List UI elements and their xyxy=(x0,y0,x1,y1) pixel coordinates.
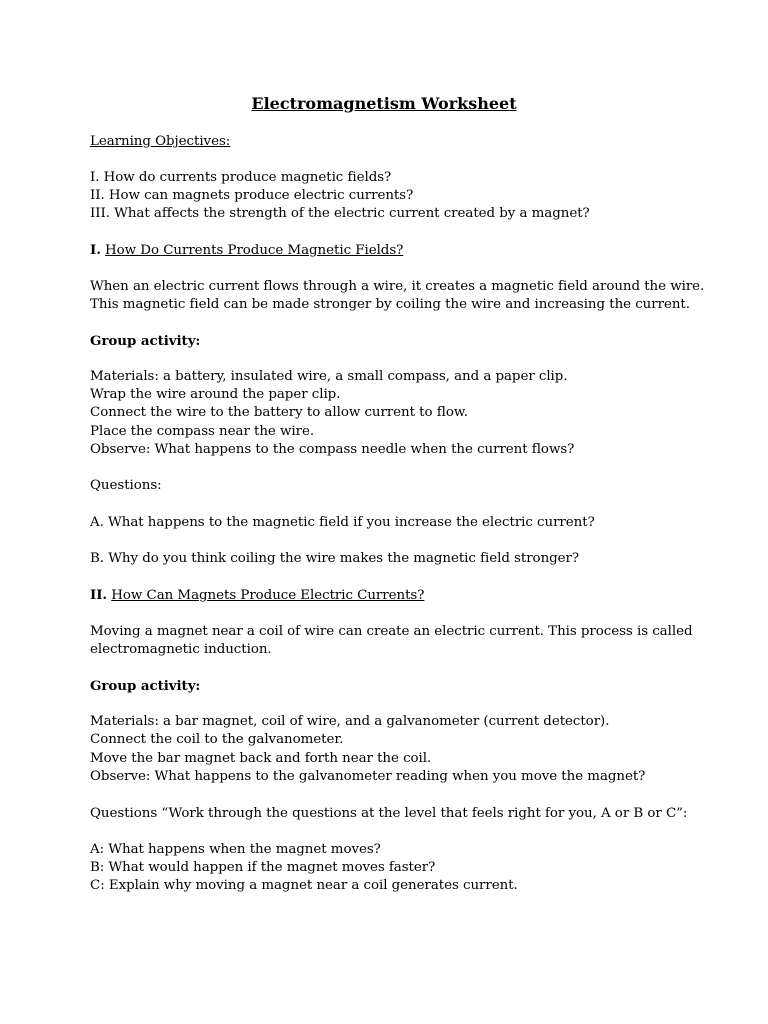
section-1-numeral: I. xyxy=(90,242,101,258)
section-2-question: A: What happens when the magnet moves? xyxy=(90,842,381,857)
section-1-paragraph-line: When an electric current flows through a wire, it creates a magnetic field around the wire. xyxy=(90,279,705,294)
objective-item: III. What affects the strength of the electric current created by a magnet? xyxy=(90,206,590,221)
section-2-question: C: Explain why moving a magnet near a coil generates current. xyxy=(90,878,518,893)
page-title: Electromagnetism Worksheet xyxy=(251,94,517,113)
section-2-activity-line: Observe: What happens to the galvanometer reading when you move the magnet? xyxy=(90,769,646,784)
section-2-questions-heading: Questions “Work through the questions at the level that feels right for you, A or B or C”: xyxy=(90,806,688,821)
section-1-paragraph-line: This magnetic field can be made stronger by coiling the wire and increasing the current. xyxy=(90,297,690,312)
section-2-title: How Can Magnets Produce Electric Currents? xyxy=(111,588,425,603)
section-1-heading xyxy=(90,241,403,260)
section-2-question: B: What would happen if the magnet moves faster? xyxy=(90,860,436,875)
objective-item: II. How can magnets produce electric currents? xyxy=(90,188,414,203)
section-1-activity-line: Observe: What happens to the compass needle when the current flows? xyxy=(90,442,575,457)
section-1-activity-line: Wrap the wire around the paper clip. xyxy=(90,387,341,402)
section-2-activity-line: Connect the coil to the galvanometer. xyxy=(90,732,344,747)
section-2-paragraph-line: electromagnetic induction. xyxy=(90,642,272,657)
section-1-questions-heading: Questions: xyxy=(90,478,162,493)
section-2-paragraph-line: Moving a magnet near a coil of wire can create an electric current. This process is called xyxy=(90,624,693,639)
section-2-numeral: II. xyxy=(90,587,108,603)
section-1-activity-heading: Group activity: xyxy=(90,333,201,349)
objective-item: I. How do currents produce magnetic fields? xyxy=(90,170,392,185)
section-1-question-b: B. Why do you think coiling the wire makes the magnetic field stronger? xyxy=(90,551,580,566)
section-1-activity-line: Connect the wire to the battery to allow current to flow. xyxy=(90,405,468,420)
section-1-activity-line: Materials: a battery, insulated wire, a small compass, and a paper clip. xyxy=(90,369,568,384)
objectives-heading: Learning Objectives: xyxy=(90,134,231,149)
section-2-activity-heading: Group activity: xyxy=(90,678,201,694)
section-2-activity-line: Materials: a bar magnet, coil of wire, and a galvanometer (current detector). xyxy=(90,714,610,729)
section-1-activity-line: Place the compass near the wire. xyxy=(90,424,315,439)
section-2-heading xyxy=(90,586,424,605)
section-1-title: How Do Currents Produce Magnetic Fields? xyxy=(105,243,404,258)
section-2-activity-line: Move the bar magnet back and forth near the coil. xyxy=(90,751,432,766)
section-1-question-a: A. What happens to the magnetic field if you increase the electric current? xyxy=(90,515,595,530)
